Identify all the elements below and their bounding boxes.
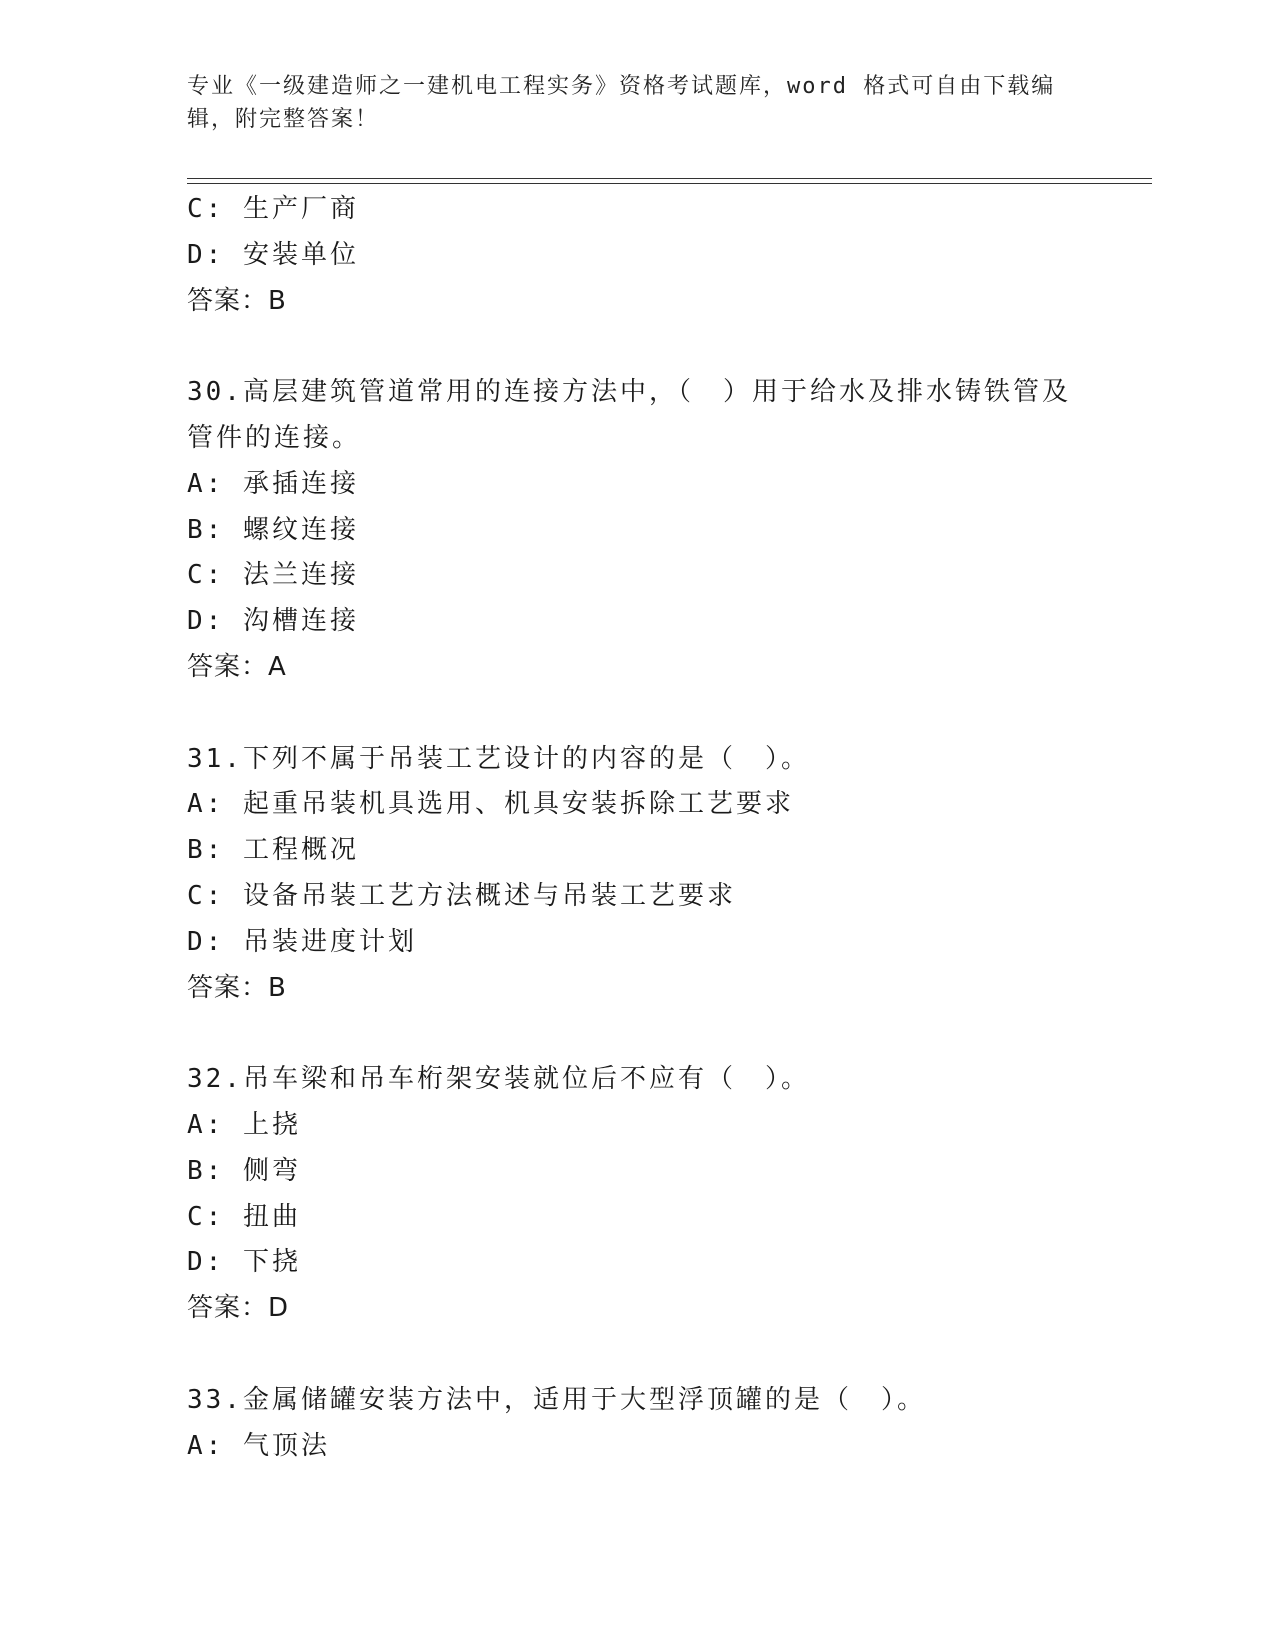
option-d: D: 沟槽连接 — [187, 606, 359, 637]
question-stem: 管件的连接。 — [187, 422, 362, 453]
question-stem: 33.金属储罐安装方法中，适用于大型浮顶罐的是（ ）。 — [187, 1384, 926, 1415]
option-b: B: 工程概况 — [187, 835, 359, 866]
option-d: D: 吊装进度计划 — [187, 926, 417, 957]
question-30 — [187, 370, 1152, 691]
header-line-1: 专业《一级建造师之一建机电工程实务》资格考试题库，word 格式可自由下载编 — [187, 74, 1056, 99]
option-c: C: 法兰连接 — [187, 560, 359, 591]
header-line-2: 辑，附完整答案！ — [187, 107, 380, 132]
option-d: D: 下挠 — [187, 1247, 301, 1278]
question-list — [187, 187, 1152, 1469]
answer: 答案：B — [187, 972, 287, 1003]
question-stem: 31.下列不属于吊装工艺设计的内容的是（ ）。 — [187, 743, 810, 774]
option-b: B: 螺纹连接 — [187, 514, 359, 545]
spacer — [187, 1011, 1152, 1057]
question-33 — [187, 1378, 1152, 1470]
option-a: A: 起重吊装机具选用、机具安装拆除工艺要求 — [187, 789, 794, 820]
spacer — [187, 1332, 1152, 1378]
option-a: A: 上挠 — [187, 1109, 301, 1140]
option-c: C: 设备吊装工艺方法概述与吊装工艺要求 — [187, 880, 736, 911]
answer: 答案：A — [187, 651, 287, 682]
question-stem: 32.吊车梁和吊车桁架安装就位后不应有（ ）。 — [187, 1064, 810, 1095]
header-divider-top — [187, 178, 1152, 179]
option-a: A: 承插连接 — [187, 468, 359, 499]
question-31 — [187, 737, 1152, 1012]
header-divider-bottom — [187, 183, 1152, 184]
option-a: A: 气顶法 — [187, 1430, 330, 1461]
answer: 答案：B — [187, 285, 287, 316]
option-d: D: 安装单位 — [187, 239, 359, 270]
question-continued — [187, 187, 1152, 324]
document-header — [187, 70, 1067, 136]
question-stem: 30.高层建筑管道常用的连接方法中，（ ）用于给水及排水铸铁管及 — [187, 377, 1071, 408]
spacer — [187, 324, 1152, 370]
option-c: C: 扭曲 — [187, 1201, 301, 1232]
option-c: C: 生产厂商 — [187, 194, 359, 224]
answer: 答案：D — [187, 1293, 290, 1324]
option-b: B: 侧弯 — [187, 1155, 301, 1186]
spacer — [187, 691, 1152, 737]
question-32 — [187, 1057, 1152, 1332]
